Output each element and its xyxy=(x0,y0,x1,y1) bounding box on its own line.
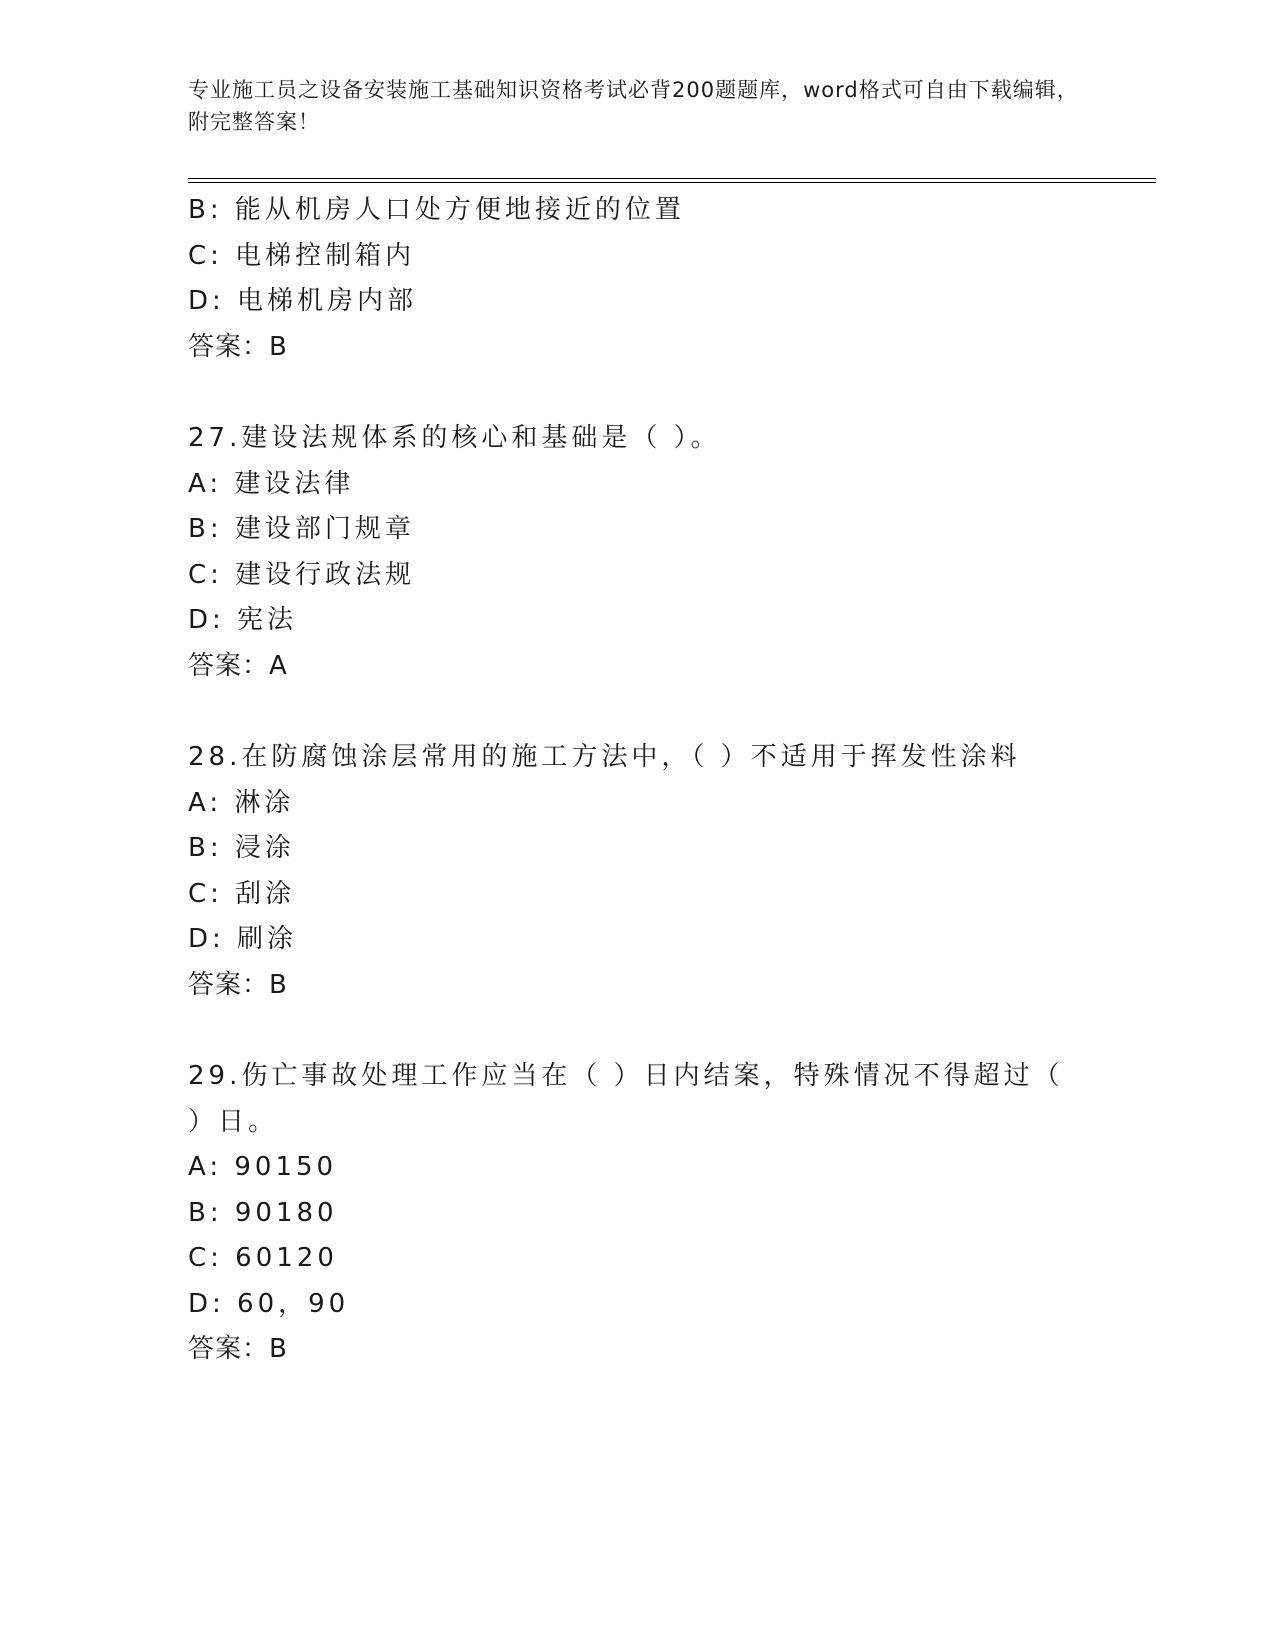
option-b: B: 建设部门规章 xyxy=(188,514,415,544)
option-d: D: 宪法 xyxy=(188,605,298,635)
option-b: B: 90180 xyxy=(188,1197,338,1228)
answer: 答案：B xyxy=(188,331,288,362)
header-divider-top xyxy=(188,178,1156,179)
question-28 xyxy=(188,735,1138,1008)
question-26-continued xyxy=(188,188,1138,370)
answer: 答案：B xyxy=(188,1334,288,1364)
question-stem: 27.建设法规体系的核心和基础是（ ）。 xyxy=(188,423,721,453)
question-27 xyxy=(188,416,1138,689)
option-d: D: 电梯机房内部 xyxy=(188,286,418,316)
option-c: C: 60120 xyxy=(188,1243,338,1273)
question-29 xyxy=(188,1054,1138,1373)
option-d: D: 刷涂 xyxy=(188,924,298,954)
option-c: C: 建设行政法规 xyxy=(188,559,416,590)
option-c: C: 刮涂 xyxy=(188,878,296,909)
answer: 答案：B xyxy=(188,969,288,1000)
option-b: B: 浸涂 xyxy=(188,833,295,863)
question-stem: 28.在防腐蚀涂层常用的施工方法中，（ ）不适用于挥发性涂料 xyxy=(188,742,1021,772)
question-stem: 29.伤亡事故处理工作应当在（ ）日内结案，特殊情况不得超过（ ）日。 xyxy=(188,1061,1064,1137)
option-a: A: 淋涂 xyxy=(188,787,295,818)
option-a: A: 建设法律 xyxy=(188,468,355,499)
option-b: B: 能从机房人口处方便地接近的位置 xyxy=(188,195,685,225)
document-header: 专业施工员之设备安装施工基础知识资格考试必背200题题库，word格式可自由下载编辑，附完整答案！ xyxy=(188,78,1079,134)
option-d: D: 60，90 xyxy=(188,1288,350,1319)
header-divider-bottom xyxy=(188,182,1156,183)
option-c: C: 电梯控制箱内 xyxy=(188,240,416,271)
option-a: A: 90150 xyxy=(188,1152,338,1182)
question-list xyxy=(188,188,1138,1373)
answer: 答案：A xyxy=(188,650,288,681)
